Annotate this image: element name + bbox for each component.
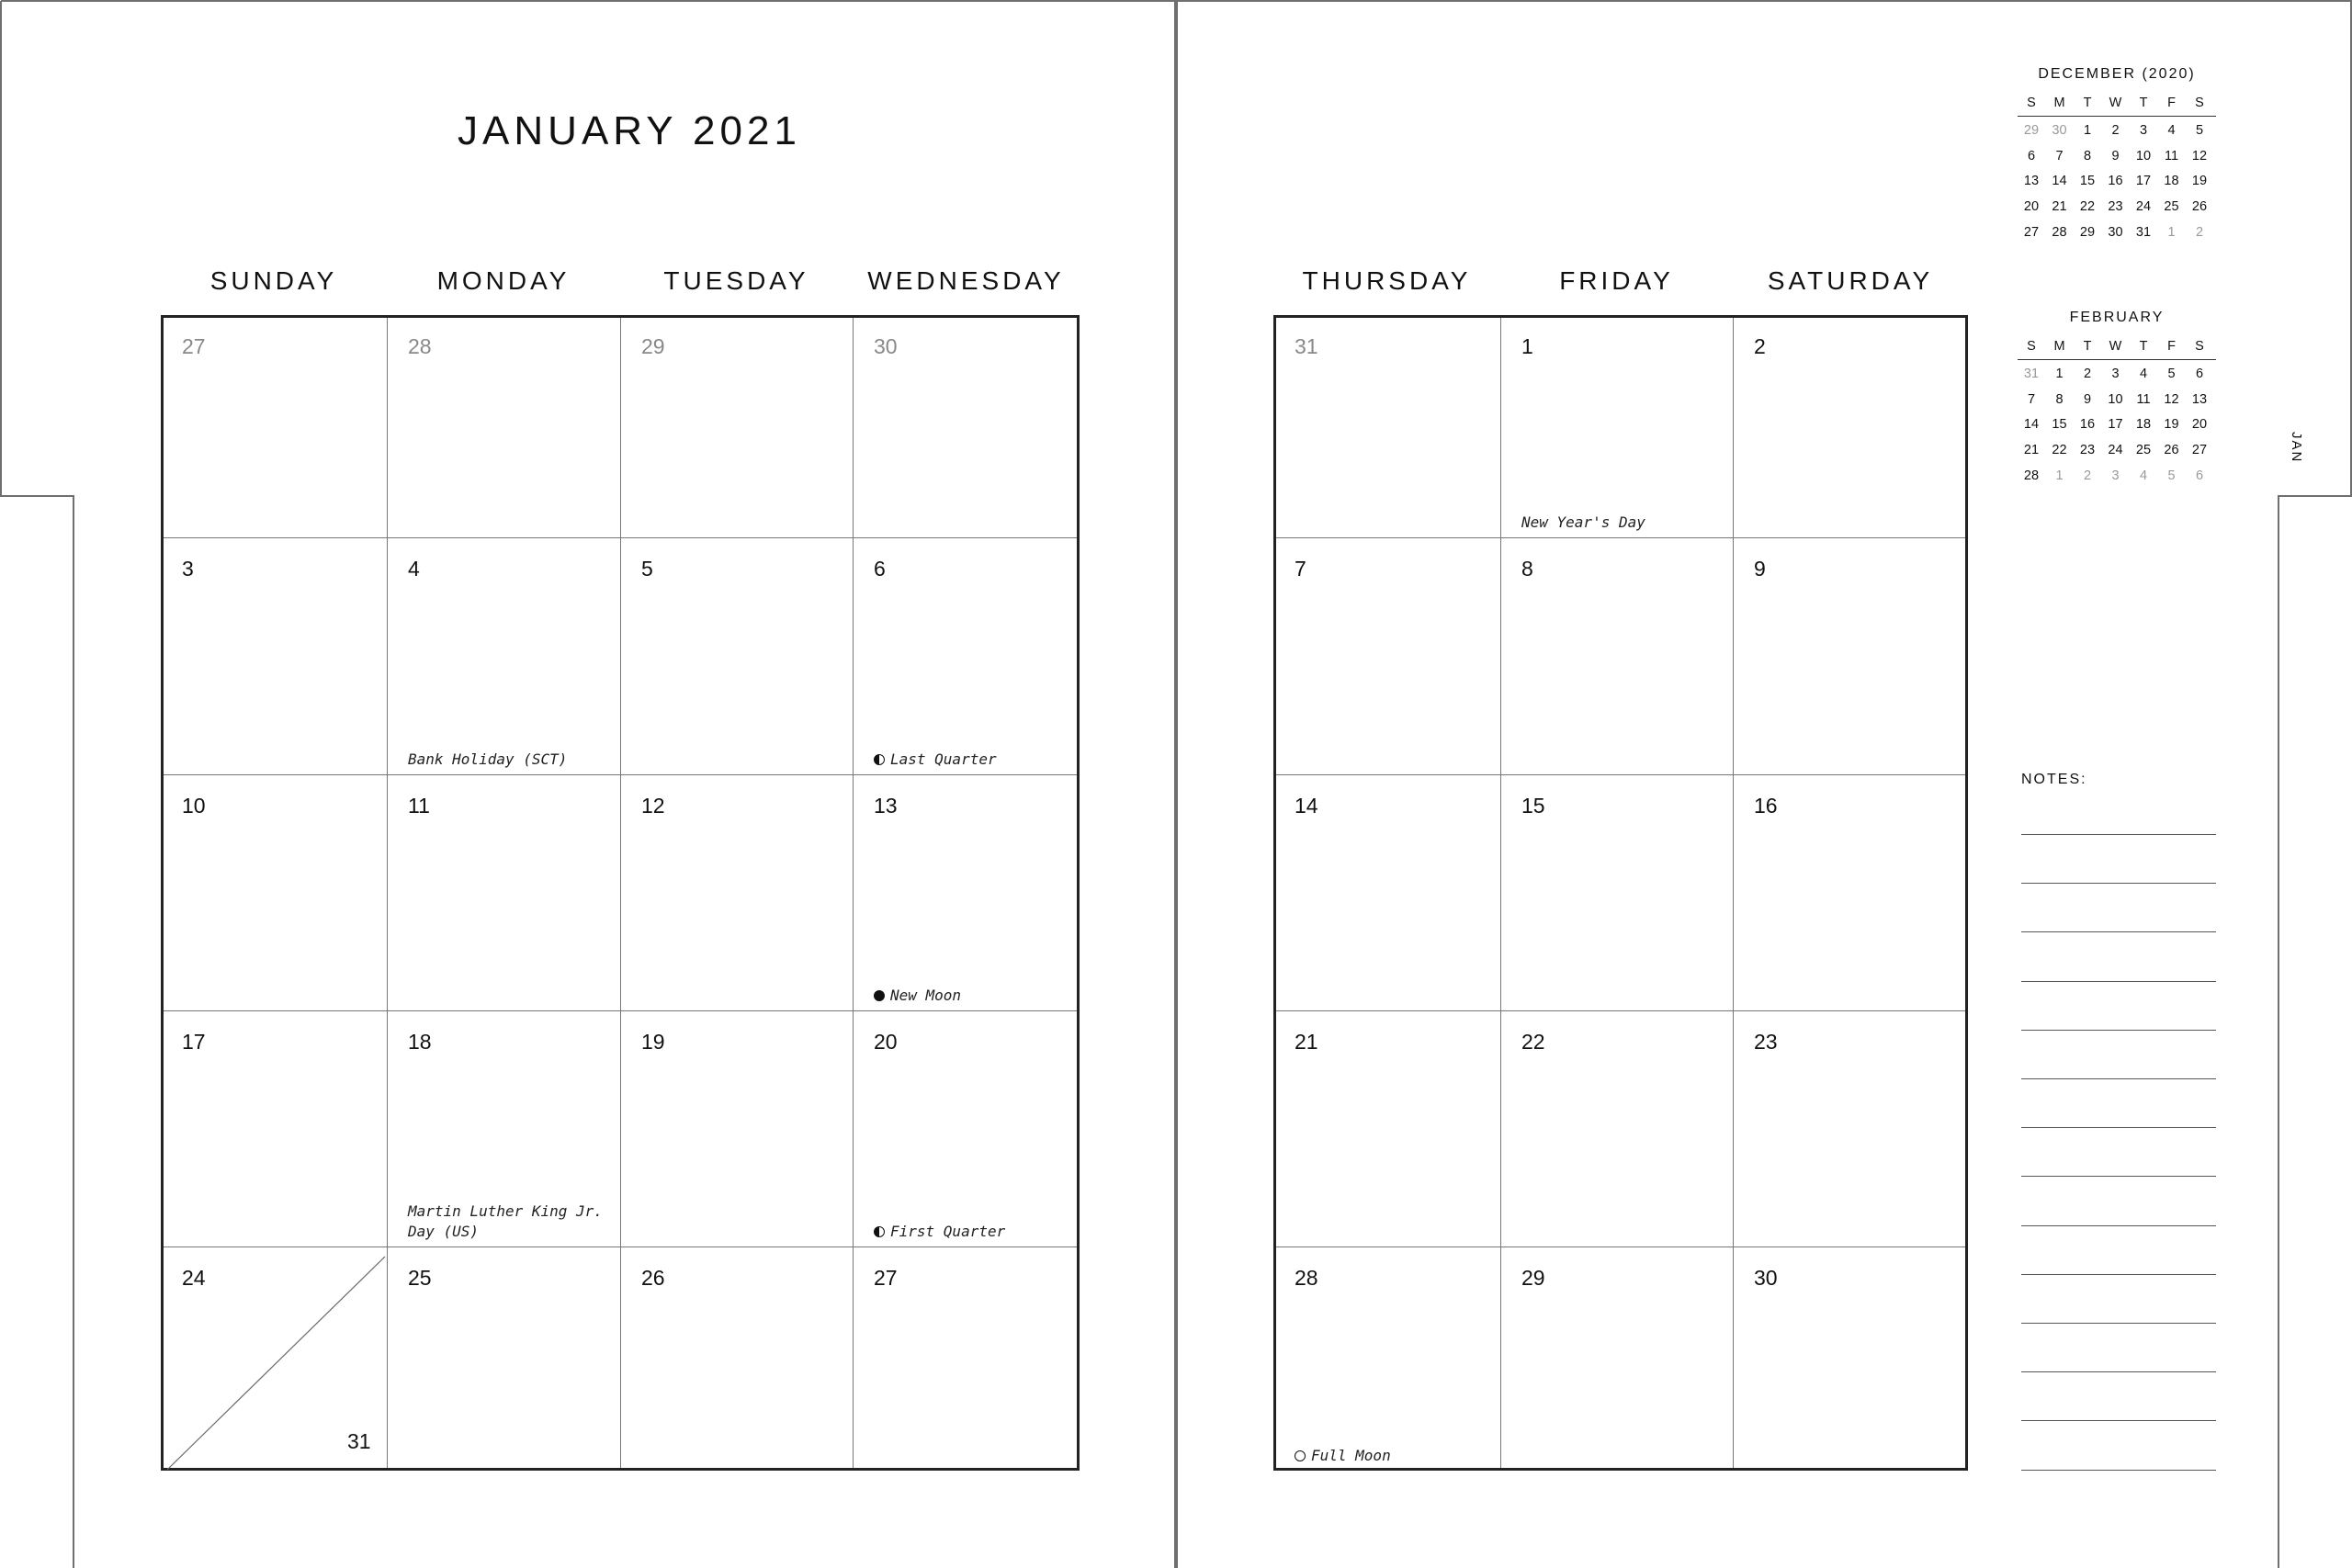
day-note: Bank Holiday (SCT)	[408, 750, 568, 768]
day-number: 29	[641, 334, 665, 358]
mini-weekday: S	[2027, 339, 2036, 354]
mini-day: 22	[2052, 443, 2067, 458]
day-number: 19	[641, 1030, 665, 1054]
grid-column-divider	[1733, 318, 1734, 1468]
mini-day: 13	[2191, 391, 2208, 407]
mini-weekday: S	[2027, 96, 2036, 110]
notes-line	[2021, 931, 2216, 932]
mini-day: 15	[2079, 174, 2096, 189]
day-number: 4	[408, 557, 420, 581]
mini-day: 2	[2083, 468, 2092, 483]
grid-row-divider	[1276, 537, 1965, 538]
mini-day: 10	[2108, 391, 2123, 407]
mini-day: 29	[2079, 224, 2096, 240]
mini-day: 5	[2167, 468, 2176, 483]
day-number: 16	[1754, 794, 1778, 818]
mini-day: 16	[2108, 174, 2123, 189]
mini-day: 10	[2135, 148, 2152, 164]
day-number: 28	[1295, 1266, 1318, 1290]
mini-day: 31	[2023, 367, 2040, 381]
mini-calendar-december	[2018, 66, 2216, 250]
notes-line	[2021, 1371, 2216, 1372]
notes-line	[2021, 1030, 2216, 1031]
month-tab: JAN	[2289, 432, 2304, 464]
mini-weekday: S	[2195, 339, 2204, 354]
mini-day: 19	[2164, 417, 2179, 433]
mini-weekday: M	[2053, 96, 2065, 110]
day-number: 6	[874, 557, 886, 581]
mini-day: 1	[2055, 367, 2064, 381]
day-note: Last Quarter	[874, 750, 1073, 770]
mini-day: 30	[2052, 123, 2067, 138]
weekday-label: WEDNESDAY	[867, 266, 1065, 295]
mini-day: 26	[2191, 199, 2208, 215]
day-number: 27	[874, 1266, 898, 1290]
mini-day: 3	[2139, 123, 2148, 138]
mini-day: 8	[2083, 148, 2092, 164]
notes-line	[2021, 1225, 2216, 1226]
weekday-label: SATURDAY	[1767, 266, 1934, 295]
day-number: 3	[182, 557, 194, 581]
day-note: Martin Luther King Jr. Day (US)	[408, 1202, 603, 1240]
mini-day: 7	[2055, 148, 2064, 164]
weekday-label: THURSDAY	[1302, 266, 1472, 295]
mini-weekday: W	[2109, 339, 2122, 354]
day-number: 18	[408, 1030, 432, 1054]
mini-day: 1	[2083, 123, 2092, 138]
mini-weekday: T	[2083, 339, 2092, 354]
mini-day: 28	[2023, 468, 2040, 483]
mini-day: 5	[2195, 123, 2204, 138]
mini-day: 4	[2167, 123, 2176, 138]
grid-column-divider	[1500, 318, 1501, 1468]
day-number: 29	[1521, 1266, 1545, 1290]
mini-day: 9	[2111, 148, 2120, 164]
day-number: 17	[182, 1030, 206, 1054]
day-note: New Moon	[874, 986, 1073, 1006]
mini-header-rule	[2018, 116, 2216, 117]
mini-weekday: T	[2083, 96, 2092, 110]
notes-line	[2021, 1420, 2216, 1421]
mini-day: 3	[2111, 468, 2120, 483]
page-title: JANUARY 2021	[458, 108, 801, 153]
day-number: 13	[874, 794, 898, 818]
mini-day: 7	[2027, 391, 2036, 407]
mini-day: 18	[2164, 174, 2179, 189]
mini-day: 29	[2023, 123, 2040, 138]
calendar-grid-right	[1273, 315, 1968, 1471]
mini-day: 17	[2108, 417, 2123, 433]
mini-day: 23	[2108, 199, 2123, 215]
day-number: 23	[1754, 1030, 1778, 1054]
mini-day: 14	[2023, 417, 2040, 433]
calendar-grid-left	[161, 315, 1080, 1471]
mini-day: 8	[2055, 391, 2064, 407]
mini-day: 9	[2083, 391, 2092, 407]
mini-day: 21	[2023, 443, 2040, 458]
mini-day: 1	[2167, 224, 2176, 240]
mini-day: 18	[2135, 417, 2152, 433]
mini-day: 16	[2079, 417, 2096, 433]
mini-day: 14	[2052, 174, 2067, 189]
weekday-label: MONDAY	[436, 266, 571, 295]
mini-day: 23	[2079, 443, 2096, 458]
day-number: 10	[182, 794, 206, 818]
grid-column-divider	[620, 318, 621, 1468]
mini-weekday: T	[2139, 96, 2148, 110]
moon-last-icon	[874, 754, 885, 765]
split-day-number: 31	[347, 1429, 371, 1453]
day-number: 8	[1521, 557, 1533, 581]
mini-day: 6	[2195, 468, 2204, 483]
moon-first-icon	[874, 1226, 885, 1237]
mini-day: 21	[2052, 199, 2067, 215]
day-number: 21	[1295, 1030, 1318, 1054]
day-number: 27	[182, 334, 206, 358]
mini-day: 25	[2164, 199, 2179, 215]
mini-day: 24	[2135, 199, 2152, 215]
day-number: 30	[874, 334, 898, 358]
mini-day: 25	[2135, 443, 2152, 458]
mini-day: 1	[2055, 468, 2064, 483]
grid-column-divider	[853, 318, 854, 1468]
mini-day: 13	[2023, 174, 2040, 189]
mini-calendar-title: DECEMBER (2020)	[2038, 66, 2196, 82]
mini-day: 31	[2135, 224, 2152, 240]
notes-line	[2021, 834, 2216, 835]
moon-full-icon	[1295, 1450, 1306, 1461]
notes-line	[2021, 883, 2216, 884]
weekday-label: TUESDAY	[663, 266, 809, 295]
grid-row-divider	[1276, 774, 1965, 775]
mini-day: 2	[2111, 123, 2120, 138]
notes-line	[2021, 1176, 2216, 1177]
day-number: 9	[1754, 557, 1766, 581]
mini-day: 6	[2027, 148, 2036, 164]
day-number: 24	[182, 1266, 206, 1290]
notes-line	[2021, 1078, 2216, 1079]
mini-day: 20	[2191, 417, 2208, 433]
day-number: 7	[1295, 557, 1306, 581]
mini-weekday: F	[2167, 339, 2176, 354]
mini-day: 6	[2195, 367, 2204, 381]
mini-day: 26	[2164, 443, 2179, 458]
day-number: 14	[1295, 794, 1318, 818]
day-number: 25	[408, 1266, 432, 1290]
mini-weekday: F	[2167, 96, 2176, 110]
mini-header-rule	[2018, 359, 2216, 360]
day-note: New Year's Day	[1521, 513, 1645, 531]
day-number: 1	[1521, 334, 1533, 358]
mini-weekday: T	[2139, 339, 2148, 354]
mini-day: 3	[2111, 367, 2120, 381]
day-number: 11	[408, 794, 430, 818]
mini-day: 11	[2136, 391, 2151, 407]
mini-day: 2	[2083, 367, 2092, 381]
mini-day: 27	[2191, 443, 2208, 458]
day-number: 31	[1295, 334, 1318, 358]
day-number: 30	[1754, 1266, 1778, 1290]
mini-day: 22	[2079, 199, 2096, 215]
day-note: Full Moon	[1295, 1446, 1494, 1466]
day-number: 20	[874, 1030, 898, 1054]
mini-weekday: S	[2195, 96, 2204, 110]
mini-calendar-title: FEBRUARY	[2069, 310, 2165, 325]
mini-weekday: W	[2109, 96, 2122, 110]
notes-label: NOTES:	[2021, 772, 2087, 787]
mini-day: 20	[2023, 199, 2040, 215]
day-number: 26	[641, 1266, 665, 1290]
notes-line	[2021, 981, 2216, 982]
notes-line	[2021, 1274, 2216, 1275]
mini-day: 12	[2164, 391, 2179, 407]
mini-day: 15	[2052, 417, 2067, 433]
day-number: 28	[408, 334, 432, 358]
mini-weekday: M	[2053, 339, 2065, 354]
mini-day: 4	[2139, 468, 2148, 483]
mini-day: 19	[2191, 174, 2208, 189]
mini-day: 2	[2195, 224, 2204, 240]
weekday-label: FRIDAY	[1559, 266, 1674, 295]
grid-row-divider	[1276, 1010, 1965, 1011]
mini-day: 5	[2167, 367, 2176, 381]
day-number: 2	[1754, 334, 1766, 358]
day-number: 12	[641, 794, 665, 818]
mini-day: 4	[2139, 367, 2148, 381]
weekday-label: SUNDAY	[209, 266, 338, 295]
mini-calendar-february	[2018, 310, 2216, 493]
mini-day: 28	[2052, 224, 2067, 240]
day-number: 15	[1521, 794, 1545, 818]
notes-line	[2021, 1323, 2216, 1324]
day-number: 22	[1521, 1030, 1545, 1054]
mini-day: 24	[2108, 443, 2123, 458]
grid-row-divider	[164, 1010, 1077, 1011]
day-note: First Quarter	[874, 1222, 1073, 1242]
mini-day: 30	[2108, 224, 2123, 240]
notes-line	[2021, 1470, 2216, 1471]
mini-day: 12	[2191, 148, 2208, 164]
mini-day: 27	[2023, 224, 2040, 240]
grid-row-divider	[164, 537, 1077, 538]
grid-row-divider	[164, 774, 1077, 775]
mini-day: 11	[2164, 148, 2179, 164]
moon-new-icon	[874, 990, 885, 1001]
mini-day: 17	[2135, 174, 2152, 189]
notes-line	[2021, 1127, 2216, 1128]
day-number: 5	[641, 557, 653, 581]
